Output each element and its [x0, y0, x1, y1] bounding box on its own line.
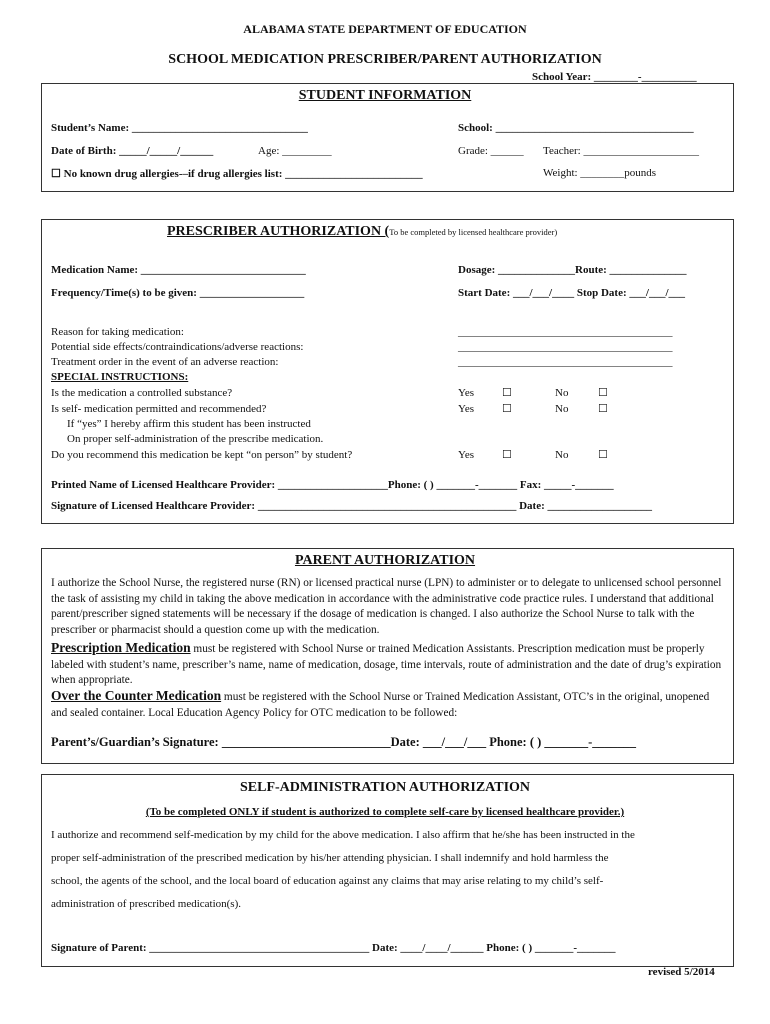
prescriber-heading-note: To be completed by licensed healthcare provider) [389, 227, 558, 237]
self-medication-affirmation: If “yes” I hereby affirm this student has been instructed [67, 418, 311, 430]
self-admin-line-1: I authorize and recommend self-medication by my child for the above medication. I also affirm that he/she has been instructed in the [51, 829, 635, 841]
side-effects-input[interactable]: _______________________________________ [458, 341, 673, 353]
self-administration-note: (To be completed ONLY if student is authorized to complete self-care by licensed healthcare provider.) [145, 806, 625, 818]
prescriber-heading-row [167, 222, 557, 240]
controlled-yes-label: Yes [458, 387, 475, 399]
on-person-yes-label: Yes [458, 449, 475, 461]
dosage-route-field[interactable]: Dosage: ______________Route: ______________ [458, 264, 687, 276]
revision-date: revised 5/2014 [648, 966, 715, 978]
allergies-field[interactable]: No known drug allergies-–if drug allergies list: _________________________ [63, 168, 423, 180]
reason-input[interactable]: _______________________________________ [458, 326, 673, 338]
self-med-no-label: No [555, 403, 569, 415]
on-person-question: Do you recommend this medication be kept “on person” by student? [51, 449, 353, 461]
treatment-label: Treatment order in the event of an adverse reaction: [51, 356, 279, 368]
otc-medication-text: must be registered with the School Nurse or Trained Medication Assistant, OTC’s in the original, unopened and sealed container. Local Education Agency Policy for OTC medication to be followed: [51, 691, 710, 719]
on-person-yes-checkbox[interactable]: ☐ [502, 449, 512, 461]
prescription-medication-text: must be registered with School Nurse or trained Medication Assistants. Prescription medication must be properly labeled with student’s name, prescriber’s name, name of medication, dosage, time intervals, route of administration and the date of drug’s expiration when appropriate. [51, 643, 722, 687]
dob-label: Date of Birth: _____/_____/______ [51, 145, 214, 157]
start-stop-date-field[interactable]: Start Date: ___/___/____ Stop Date: ___/___/___ [458, 287, 686, 299]
reason-label: Reason for taking medication: [51, 326, 184, 338]
otc-medication-heading: Over the Counter Medication [51, 688, 222, 703]
self-administration-line: On proper self-administration of the prescribe medication. [67, 433, 324, 445]
frequency-field[interactable]: Frequency/Time(s) to be given: ___________________ [51, 287, 305, 299]
controlled-yes-checkbox[interactable]: ☐ [502, 387, 512, 399]
self-med-yes-checkbox[interactable]: ☐ [502, 403, 512, 415]
form-title: SCHOOL MEDICATION PRESCRIBER/PARENT AUTHORIZATION [168, 52, 602, 67]
allergy-checkbox[interactable]: ☐ [51, 168, 61, 180]
otc-medication-paragraph [51, 688, 727, 721]
self-admin-parent-signature-field[interactable]: Signature of Parent: ________________________________________ Date: ____/____/______ Phone: ( ) _______-_______ [51, 942, 616, 954]
provider-name-phone-fax-field[interactable]: Printed Name of Licensed Healthcare Provider: ____________________Phone: ( ) _______-_______ Fax: _____-_______ [51, 479, 614, 491]
date-of-birth-field[interactable] [51, 145, 213, 157]
allergies-row [51, 167, 423, 180]
self-med-yes-label: Yes [458, 403, 475, 415]
parent-signature-field[interactable]: Parent’s/Guardian’s Signature: ___________________________Date: ___/___/___ Phone: ( ) _______-_______ [51, 735, 637, 749]
on-person-no-checkbox[interactable]: ☐ [598, 449, 608, 461]
student-name-field[interactable]: Student’s Name: ________________________________ [51, 122, 308, 134]
prescription-medication-paragraph [51, 640, 727, 689]
prescription-medication-heading: Prescription Medication [51, 640, 191, 655]
controlled-no-label: No [555, 387, 569, 399]
on-person-no-label: No [555, 449, 569, 461]
special-instructions-heading: SPECIAL INSTRUCTIONS: [51, 371, 189, 383]
controlled-no-checkbox[interactable]: ☐ [598, 387, 608, 399]
self-admin-line-4: administration of prescribed medication(s). [51, 898, 241, 910]
school-year-field[interactable]: School Year: ________-__________ [532, 71, 697, 83]
parent-authorization-heading: PARENT AUTHORIZATION [294, 553, 476, 568]
student-information-heading: STUDENT INFORMATION [298, 88, 472, 103]
parent-authorization-paragraph: I authorize the School Nurse, the registered nurse (RN) or licensed practical nurse (LPN) to administer or to delegate to unlicensed school personnel the task of assisting my child in taking the above medication in accordance with the administrative code practice rules. I understand that additional parent/prescriber signed statements will be necessary if the dosage of medication is changed. I also authorize the School Nurse to talk with the prescriber or pharmacist should a question come up with the medication. [51, 577, 722, 636]
self-med-no-checkbox[interactable]: ☐ [598, 403, 608, 415]
weight-field[interactable]: Weight: ________pounds [543, 167, 657, 179]
medication-name-field[interactable]: Medication Name: ______________________________ [51, 264, 306, 276]
teacher-field[interactable]: Teacher: _____________________ [543, 145, 699, 157]
prescriber-heading: PRESCRIBER AUTHORIZATION ( [167, 224, 390, 239]
school-field[interactable]: School: ____________________________________ [458, 122, 694, 134]
self-medication-question: Is self- medication permitted and recommended? [51, 403, 267, 415]
self-admin-line-3: school, the agents of the school, and the local board of education against any claims that may arise relating to my child’s self- [51, 875, 604, 887]
grade-field[interactable]: Grade: ______ [458, 145, 524, 157]
age-field[interactable]: Age: _________ [258, 145, 332, 157]
side-effects-label: Potential side effects/contraindications/adverse reactions: [51, 341, 304, 353]
treatment-input[interactable]: _______________________________________ [458, 356, 673, 368]
provider-signature-field[interactable]: Signature of Licensed Healthcare Provider: _______________________________________________ Date: ___________________ [51, 500, 652, 512]
department-title: ALABAMA STATE DEPARTMENT OF EDUCATION [243, 22, 527, 36]
self-administration-section [41, 774, 734, 967]
self-administration-heading: SELF-ADMINISTRATION AUTHORIZATION [239, 780, 531, 795]
self-admin-line-2: proper self-administration of the prescribed medication by his/her attending physician. I shall indemnify and hold harmless the [51, 852, 609, 864]
controlled-substance-question: Is the medication a controlled substance? [51, 387, 233, 399]
